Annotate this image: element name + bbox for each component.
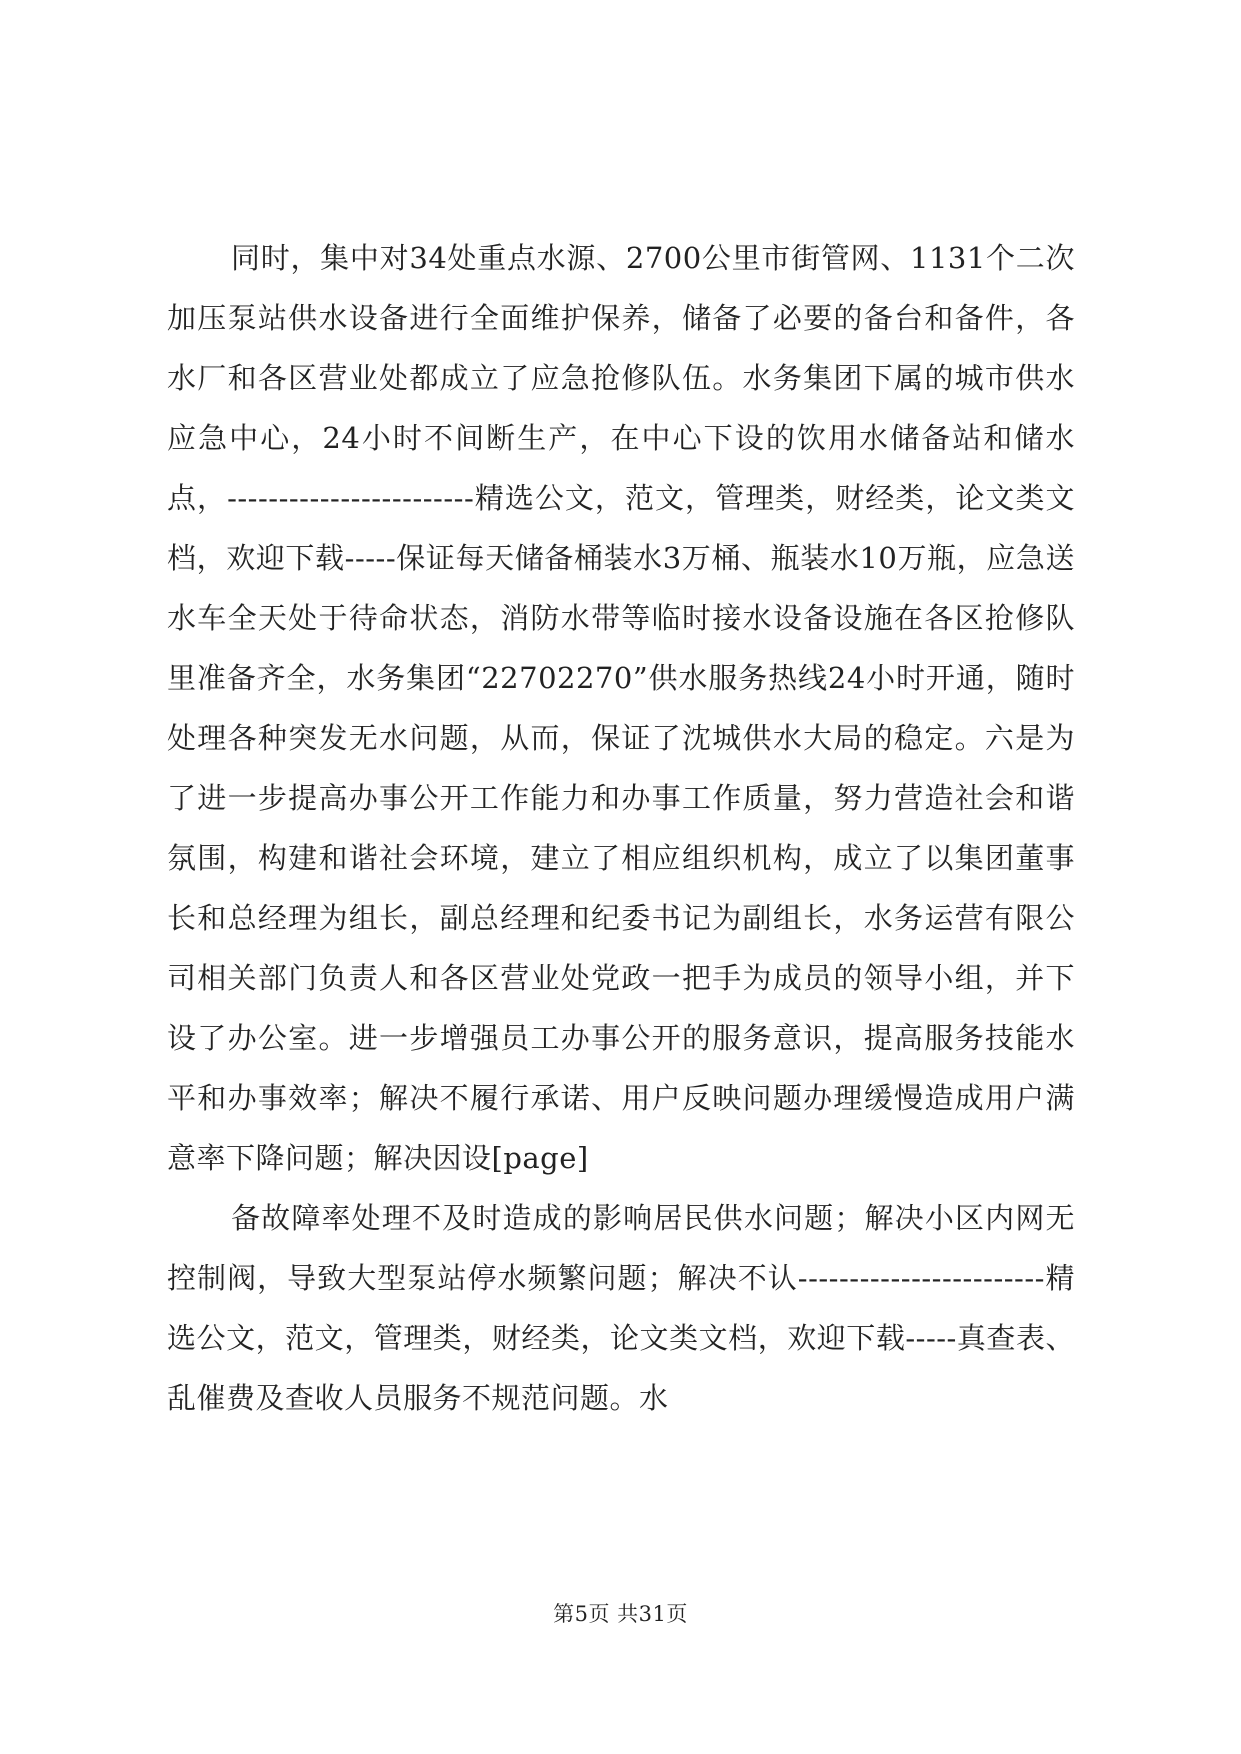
body-text [167,228,1075,1428]
paragraph-2: 备故障率处理不及时造成的影响居民供水问题；解决小区内网无控制阀，导致大型泵站停水频繁问题；解决不认------------------------精选公文，范文，管理类，财经类，论文类文档，欢迎下载-----真查表、乱催费及查收人员服务不规范问题。水 [167,1201,1075,1415]
page-number-footer: 第5页 共31页 [553,1602,688,1626]
paragraph-1: 同时，集中对34处重点水源、2700公里市街管网、1131个二次加压泵站供水设备进行全面维护保养，储备了必要的备台和备件，各水厂和各区营业处都成立了应急抢修队伍。水务集团下属的城市供水应急中心，24小时不间断生产，在中心下设的饮用水储备站和储水点，------------------------精选公文，范文，管理类，财经类，论文类文档，欢迎下载-----保证每天储备桶装水3万桶、瓶装水10万瓶，应急送水车全天处于待命状态，消防水带等临时接水设备设施在各区抢修队里准备齐全，水务集团“22702270”供水服务热线24小时开通，随时处理各种突发无水问题，从而，保证了沈城供水大局的稳定。六是为了进一步提高办事公开工作能力和办事工作质量，努力营造社会和谐氛围，构建和谐社会环境，建立了相应组织机构，成立了以集团董事长和总经理为组长，副总经理和纪委书记为副组长，水务运营有限公司相关部门负责人和各区营业处党政一把手为成员的领导小组，并下设了办公室。进一步增强员工办事公开的服务意识，提高服务技能水平和办事效率；解决不履行承诺、用户反映问题办理缓慢造成用户满意率下降问题；解决因设[page] [167,241,1075,1175]
